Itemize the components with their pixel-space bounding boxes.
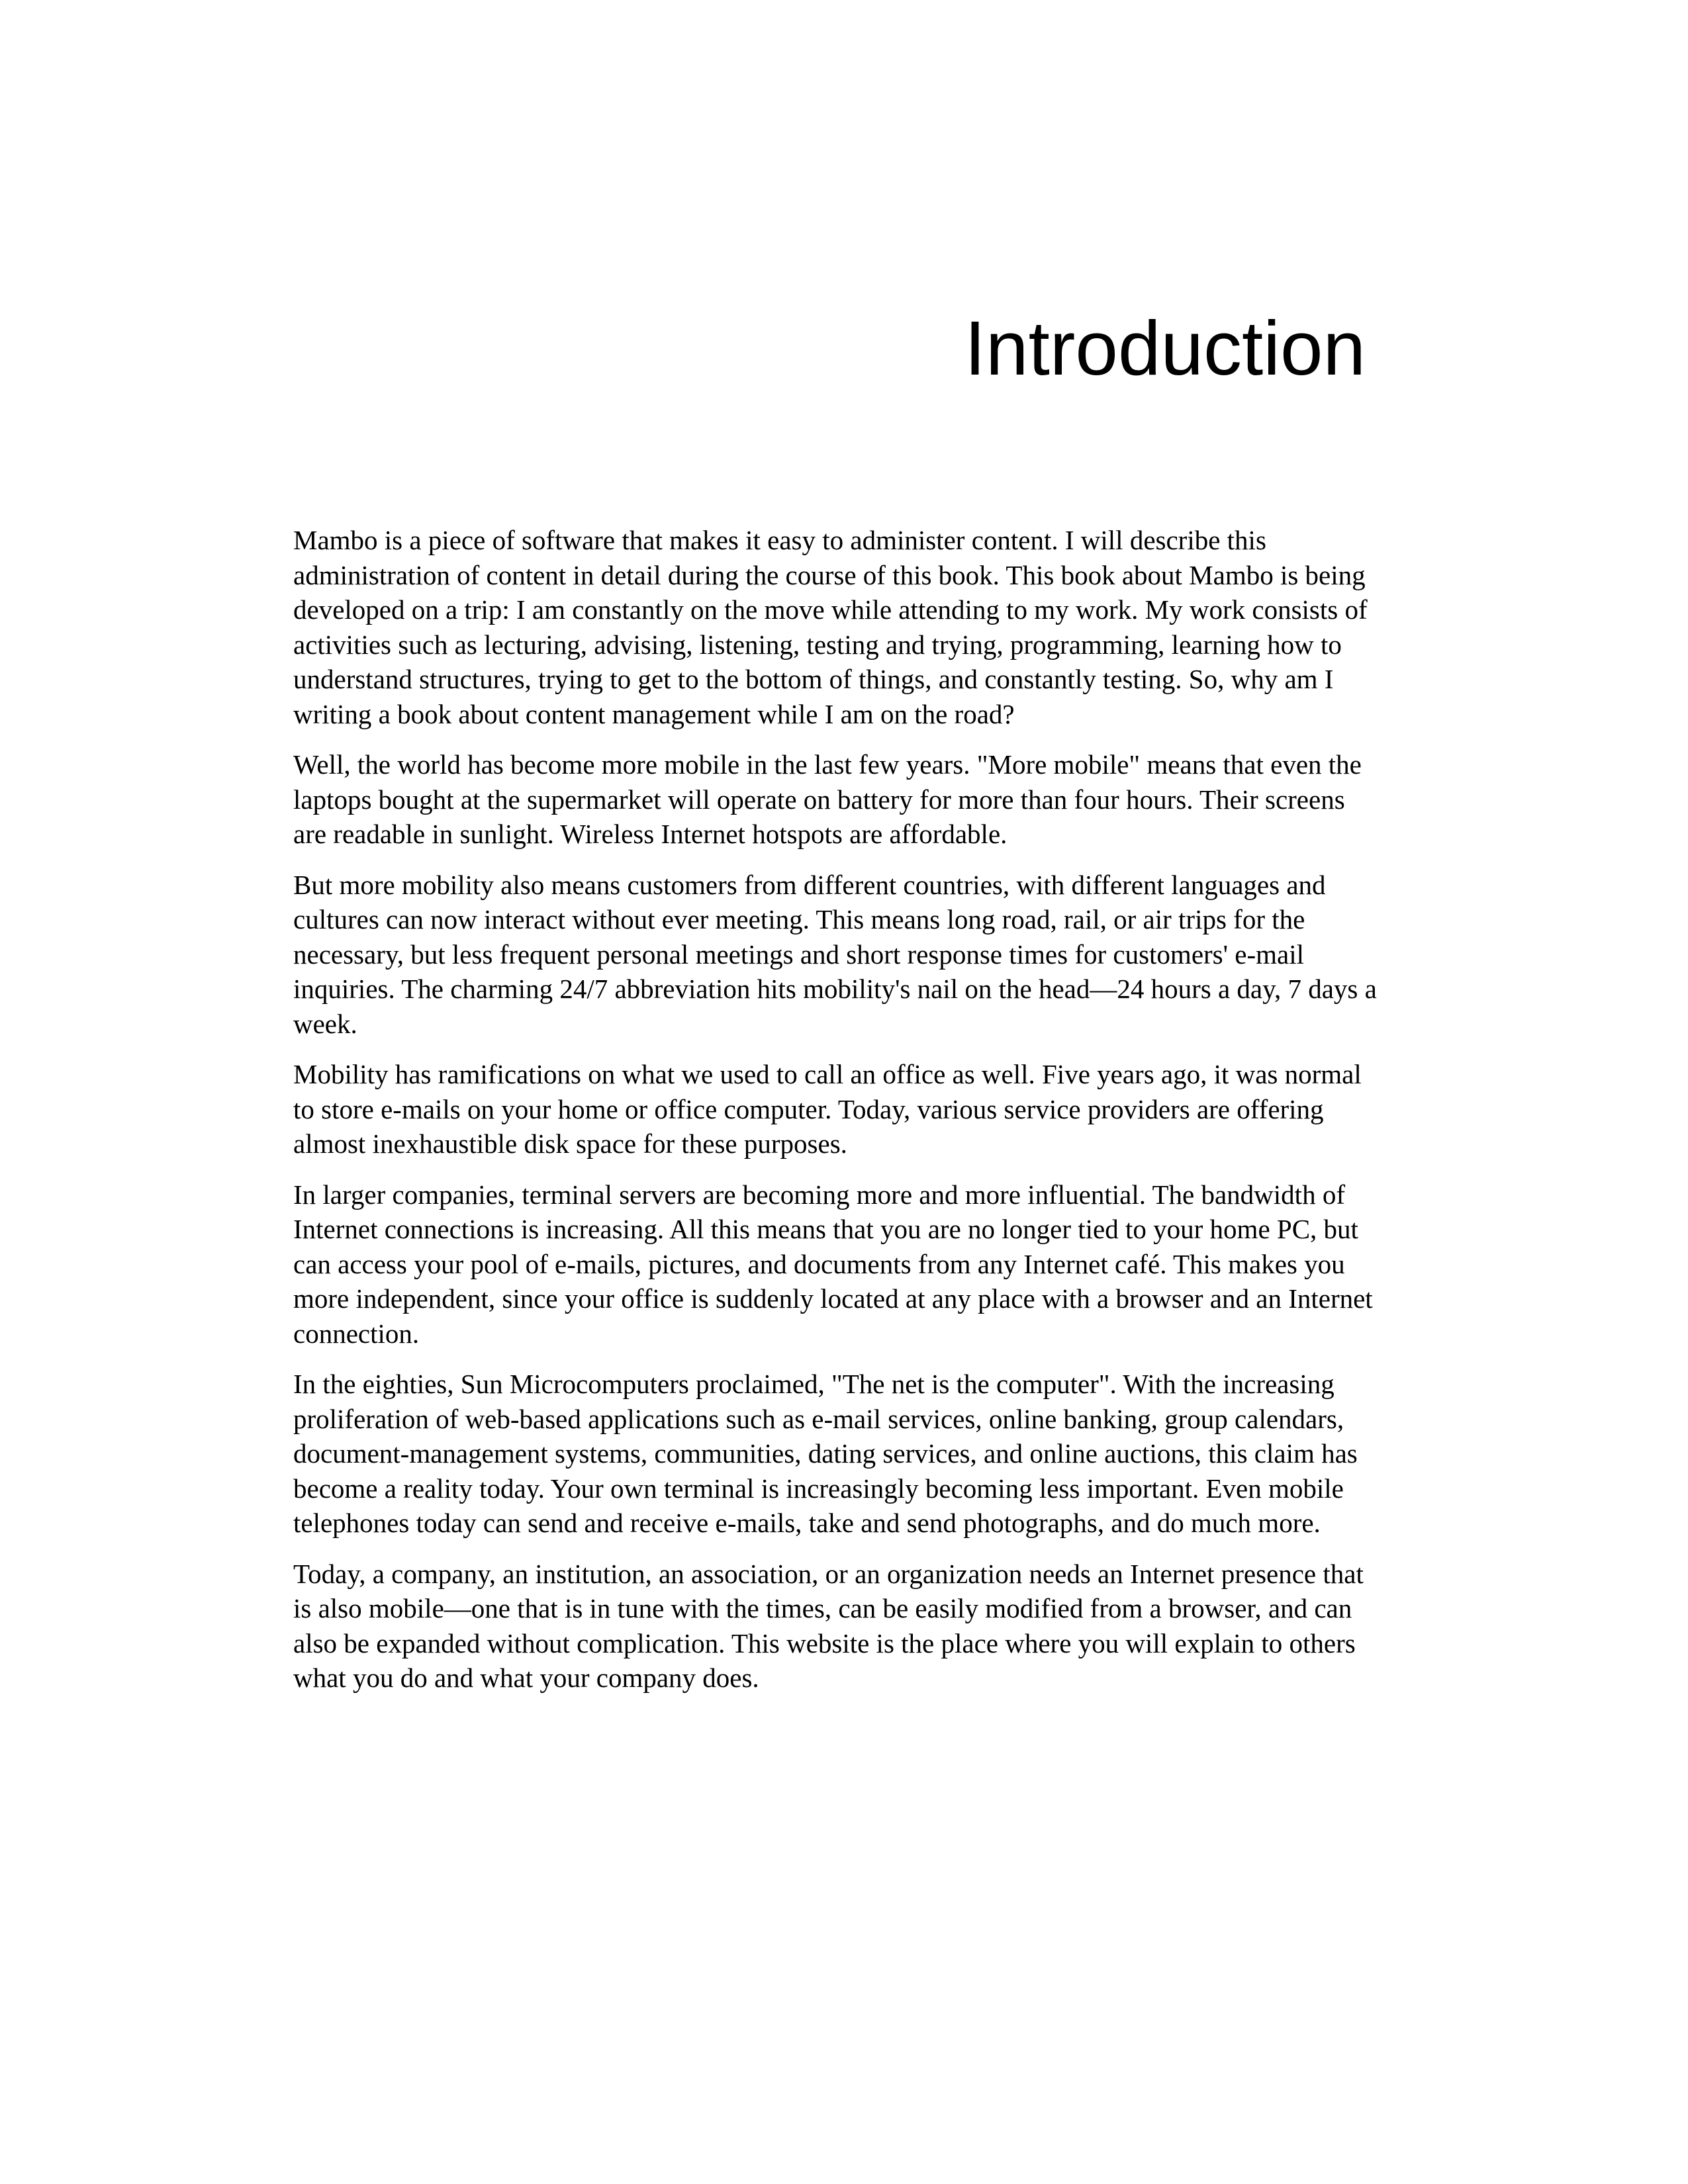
paragraph: Well, the world has become more mobile in the last few years. "More mobile" means that even the laptops bought at the supermarket will operate on battery for more than four hours. Their screens are readable in sunlight. Wireless Internet hotspots are affordable. (293, 749, 1362, 849)
paragraph: But more mobility also means customers from different countries, with different languages and cultures can now interact without ever meeting. This means long road, rail, or air trips for the necessary, but less frequent personal meetings and short response times for customers' e-mail inquiries. The charming 24/7 abbreviation hits mobility's nail on the head—24 hours a day, 7 days a week. (293, 869, 1377, 1039)
body-text (293, 523, 1379, 1711)
paragraph: Mambo is a piece of software that makes it easy to administer content. I will describe this administration of content in detail during the course of this book. This book about Mambo is being developed on a trip: I am constantly on the move while attending to my work. My work consists of activities such as lecturing, advising, listening, testing and trying, programming, learning how to understand structures, trying to get to the bottom of things, and constantly testing. So, why am I writing a book about content management while I am on the road? (293, 525, 1368, 729)
chapter-title: Introduction (964, 305, 1366, 391)
paragraph: In the eighties, Sun Microcomputers proclaimed, "The net is the computer". With the increasing proliferation of web-based applications such as e-mail services, online banking, group calendars, document-management systems, communities, dating services, and online auctions, this claim has become a reality today. Your own terminal is increasingly becoming less important. Even mobile telephones today can send and receive e-mails, take and send photographs, and do much more. (293, 1369, 1358, 1538)
paragraph: In larger companies, terminal servers are becoming more and more influential. The bandwidth of Internet connections is increasing. All this means that you are no longer tied to your home PC, but can access your pool of e-mails, pictures, and documents from any Internet café. This makes you more independent, since your office is suddenly located at any place with a browser and an Internet connection. (293, 1179, 1373, 1349)
paragraph: Today, a company, an institution, an association, or an organization needs an Internet presence that is also mobile—one that is in tune with the times, can be easily modified from a browser, and can also be expanded without complication. This website is the place where you will explain to others what you do and what your company does. (293, 1558, 1364, 1693)
paragraph: Mobility has ramifications on what we used to call an office as well. Five years ago, it was normal to store e-mails on your home or office computer. Today, various service providers are offering almost inexhaustible disk space for these purposes. (293, 1059, 1362, 1159)
